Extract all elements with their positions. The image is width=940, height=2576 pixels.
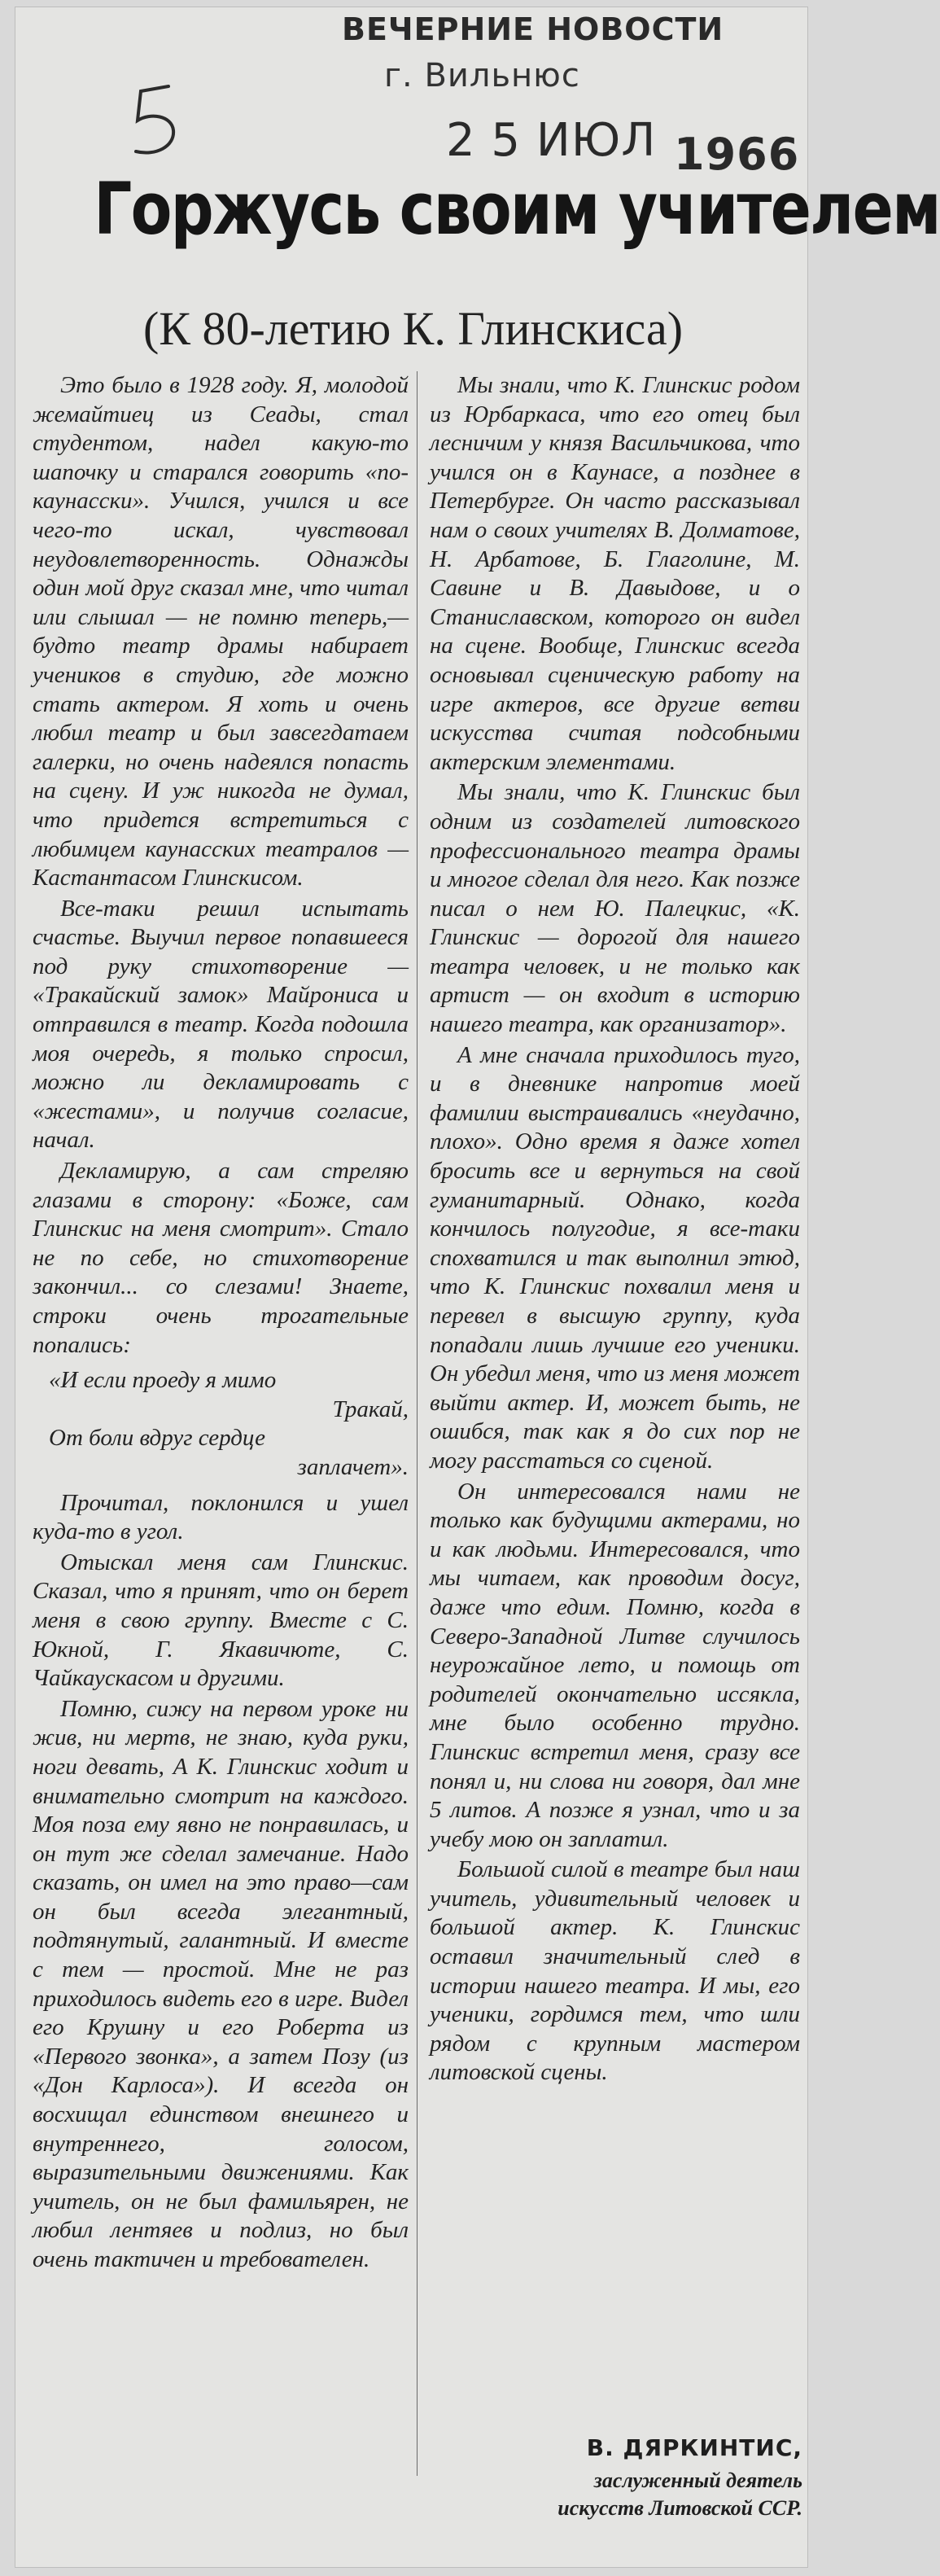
article-headline: Горжусь своим учителем <box>94 167 940 251</box>
verse-line: заплачет». <box>297 1453 409 1480</box>
date-stamp: 2 5 ИЮЛ <box>446 114 657 167</box>
verse-line: «И если проеду я мимо <box>49 1367 277 1394</box>
author-name: В. ДЯРКИНТИС, <box>586 2434 802 2461</box>
paragraph: Отыскал меня сам Глинскис. Сказал, что я принят, что он берет меня в свою группу. Вместе с С. Юкной, Г. Якавичюте, С. Чайкаускасом и другими. <box>33 1549 409 1692</box>
paragraph: Помню, сижу на первом уроке ни жив, ни мертв, не знаю, куда руки, ноги девать, А К. Глинскис ходит и внимательно смотрит на каждого. Моя поза ему явно не понравилась, и он тут же сделал замечание. Надо сказать, он имел на это право—сам он был всегда элегантный, подтянутый, галантный. И вместе с тем — простой. Мне не раз приходилось видеть его в игре. Видел его Крушну и его Роберта из «Первого звонка», а затем Позу (из «Дон Карлоса»). И всегда он восхищал единством внешнего и внутреннего, голосом, выразительными движениями. Как учитель, он не был фамильярен, не любил лентяев и подлиз, но был очень тактичен и требователен. <box>33 1695 409 2272</box>
paragraph: Он интересовался нами не только как будущими актерами, но и как людьми. Интересовался, что мы читаем, как проводим досуг, даже что едим. Помню, когда в Северо-Западной Литве случилось неурожайное лето, и помощь от родителей окончательно иссякла, мне было особенно трудно. Глинскис встретил меня, сразу все понял и, ни слова ни говоря, дал мне 5 литов. А позже я узнал, что и за учебу мою он заплатил. <box>430 1478 800 1852</box>
column-divider <box>417 371 418 2476</box>
article-column-right <box>430 371 800 2089</box>
newspaper-name-stamp: ВЕЧЕРНИЕ НОВОСТИ <box>342 11 724 47</box>
poem-quote <box>49 1366 409 1482</box>
paragraph: Большой силой в театре был наш учитель, удивительный человек и большой актер. К. Глинскис оставил значительный след в истории нашего театра. И мы, его ученики, гордимся тем, что шли рядом с крупным мастером литовской сцены. <box>430 1856 800 2086</box>
year-stamp: 1966 <box>674 129 800 180</box>
article-subheadline: (К 80-летию К. Глинскиса) <box>142 302 684 355</box>
paragraph: Мы знали, что К. Глинскис родом из Юрбаркаса, что его отец был лесничим у князя Васильчикова, что учился он в Каунасе, а позднее в Петербурге. Он часто рассказывал нам о своих учителях В. Долматове, Н. Арбатове, Б. Глаголине, М. Савине и В. Давыдове, и о Станиславском, которого он видел на сцене. Вообще, Глинскис всегда основывал сценическую работу на игре актеров, все другие ветви искусства считая подсобными актерским элементами. <box>430 372 800 775</box>
verse-line: Тракай, <box>332 1395 409 1422</box>
author-title: заслуженный деятель <box>593 2469 802 2492</box>
article-column-left <box>33 371 409 2276</box>
paragraph: Мы знали, что К. Глинскис был одним из создателей литовского профессионального театра драмы и многое сделал для него. Как позже писал о нем Ю. Палецкис, «К. Глинскис — дорогой для нашего театра человек, и не только как артист — он входит в историю нашего театра, как организатор». <box>430 779 800 1038</box>
paragraph: Это было в 1928 году. Я, молодой жемайтиец из Сеады, стал студентом, надел какую-то шапочку и старался говорить «по-каунасски». Учился, учился и все чего-то искал, чувствовал неудовлетворенность. Однажды один мой друг сказал мне, что читал или слышал — не помню теперь,—будто театр драмы набирает учеников в студию, где можно стать актером. Я хоть и очень любил театр и был завсегдатаем галерки, но очень надеялся попасть на сцену. И уж никогда не думал, что придется встретиться с любимцем каунасских театралов — Кастантасом Глинскисом. <box>33 372 409 892</box>
handwritten-number-mark <box>126 80 183 161</box>
paragraph: Декламирую, а сам стреляю глазами в сторону: «Боже, сам Глинскис на меня смотрит». Стало не по себе, но стихотворение закончил... со слезами! Знаете, строки очень трогательные попались: <box>33 1158 409 1358</box>
paragraph: Прочитал, поклонился и ушел куда-то в угол. <box>33 1489 409 1545</box>
paragraph: Все-таки решил испытать счастье. Выучил первое попавшееся под руку стихотворение — «Тракайский замок» Майрониса и отправился в театр. Когда подошла моя очередь, я только спросил, можно ли декламировать с «жестами», и получив согласие, начал. <box>33 895 409 1154</box>
verse-line: От боли вдруг сердце <box>49 1425 266 1452</box>
author-title: искусств Литовской ССР. <box>557 2496 802 2520</box>
city-stamp: г. Вильнюс <box>384 57 580 94</box>
paragraph: А мне сначала приходилось туго, и в дневнике напротив моей фамилии выстраивались «неудачно, плохо». Одно время я даже хотел бросить все и вернуться на свой гуманитарный. Однако, когда кончилось полугодие, я все-таки спохватился и так выполнил этюд, что К. Глинскис похвалил меня и перевел в высшую группу, куда попадали лишь лучшие его ученики. Он убедил меня, что из меня может выйти актер. И, может быть, не ошибся, так как я до сих пор не могу расстаться со сценой. <box>430 1041 800 1474</box>
